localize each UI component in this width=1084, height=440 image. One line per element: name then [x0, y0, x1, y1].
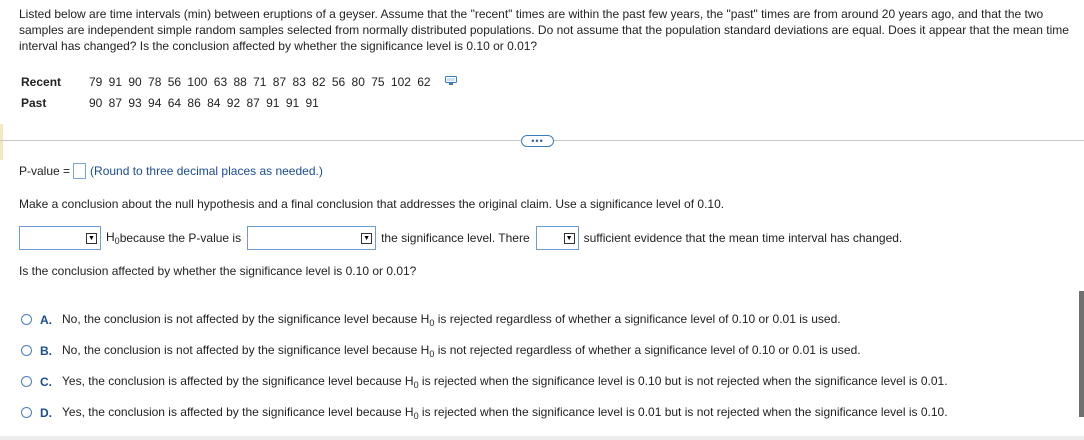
option-d[interactable] — [21, 397, 948, 428]
rounding-hint: (Round to three decimal places as needed.) — [90, 164, 323, 178]
option-text: No, the conclusion is not affected by the significance level because $H_0$ is not rejected regardless of whether a significance level of 0.10 or 0.01 is used. — [62, 342, 861, 359]
copy-data-icon[interactable] — [445, 75, 457, 89]
evidence-text: sufficient evidence that the mean time interval has changed. — [583, 231, 903, 245]
option-a[interactable] — [21, 304, 948, 335]
left-accent-bar — [0, 124, 3, 160]
option-letter: B. — [40, 343, 52, 358]
radio-button[interactable] — [21, 345, 32, 356]
instruction-text: Make a conclusion about the null hypothesis and a final conclusion that addresses the original claim. Use a significance level of 0.10. — [19, 197, 725, 211]
dropdown-arrow-icon: ▼ — [86, 233, 97, 244]
radio-button[interactable] — [21, 376, 32, 387]
pvalue-line — [19, 163, 323, 179]
bottom-strip — [0, 436, 1084, 440]
option-text: No, the conclusion is not affected by the significance level because $H_0$ is rejected regardless of whether a significance level of 0.10 or 0.01 is used. — [62, 311, 841, 328]
significance-text: the significance level. There — [381, 231, 530, 245]
recent-label: Recent — [21, 74, 62, 89]
null-hypothesis-symbol: $H_0$ — [106, 230, 120, 246]
conclusion-sentence — [19, 226, 902, 250]
past-row — [21, 92, 457, 113]
past-label: Past — [21, 95, 47, 110]
option-letter: A. — [40, 312, 52, 327]
because-text: because the P-value is — [119, 231, 242, 245]
evidence-dropdown[interactable] — [536, 226, 579, 250]
option-letter: D. — [40, 405, 52, 420]
pvalue-input[interactable] — [73, 163, 86, 179]
recent-values: 79 91 90 78 56 100 63 88 71 87 83 82 56 80 75 102 62 — [89, 74, 431, 89]
dropdown-arrow-icon: ▼ — [361, 233, 372, 244]
comparison-dropdown[interactable] — [247, 226, 376, 250]
option-text: Yes, the conclusion is affected by the significance level because $H_0$ is rejected when the significance level is 0.01 but is not rejected when the significance level is 0.10. — [62, 404, 948, 421]
radio-button[interactable] — [21, 314, 32, 325]
problem-statement: Listed below are time intervals (min) between eruptions of a geyser. Assume that the "recent" times are within the past few years, the "past" times are from around 20 years ago, and that the two samples are independent simple random samples selected from normally distributed populations. Do not assume that the population standard deviations are equal. Does it appear that the mean time interval has changed? Is the conclusion affected by whether the significance level is 0.10 or 0.01? — [19, 7, 1069, 53]
scrollbar-thumb[interactable] — [1079, 291, 1084, 417]
radio-button[interactable] — [21, 407, 32, 418]
reject-decision-dropdown[interactable] — [19, 226, 101, 250]
dropdown-arrow-icon: ▼ — [564, 233, 575, 244]
option-letter: C. — [40, 374, 52, 389]
data-table — [21, 71, 457, 113]
option-b[interactable] — [21, 335, 948, 366]
past-values: 90 87 93 94 64 86 84 92 87 91 91 91 — [89, 95, 319, 110]
recent-row — [21, 71, 457, 92]
answer-options — [21, 304, 948, 428]
option-c[interactable] — [21, 366, 948, 397]
expand-button[interactable]: ••• — [521, 135, 554, 147]
significance-question: Is the conclusion affected by whether the significance level is 0.10 or 0.01? — [19, 264, 417, 278]
pvalue-label: P-value = — [19, 164, 71, 178]
option-text: Yes, the conclusion is affected by the significance level because $H_0$ is rejected when the significance level is 0.10 but is not rejected when the significance level is 0.01. — [62, 373, 948, 390]
